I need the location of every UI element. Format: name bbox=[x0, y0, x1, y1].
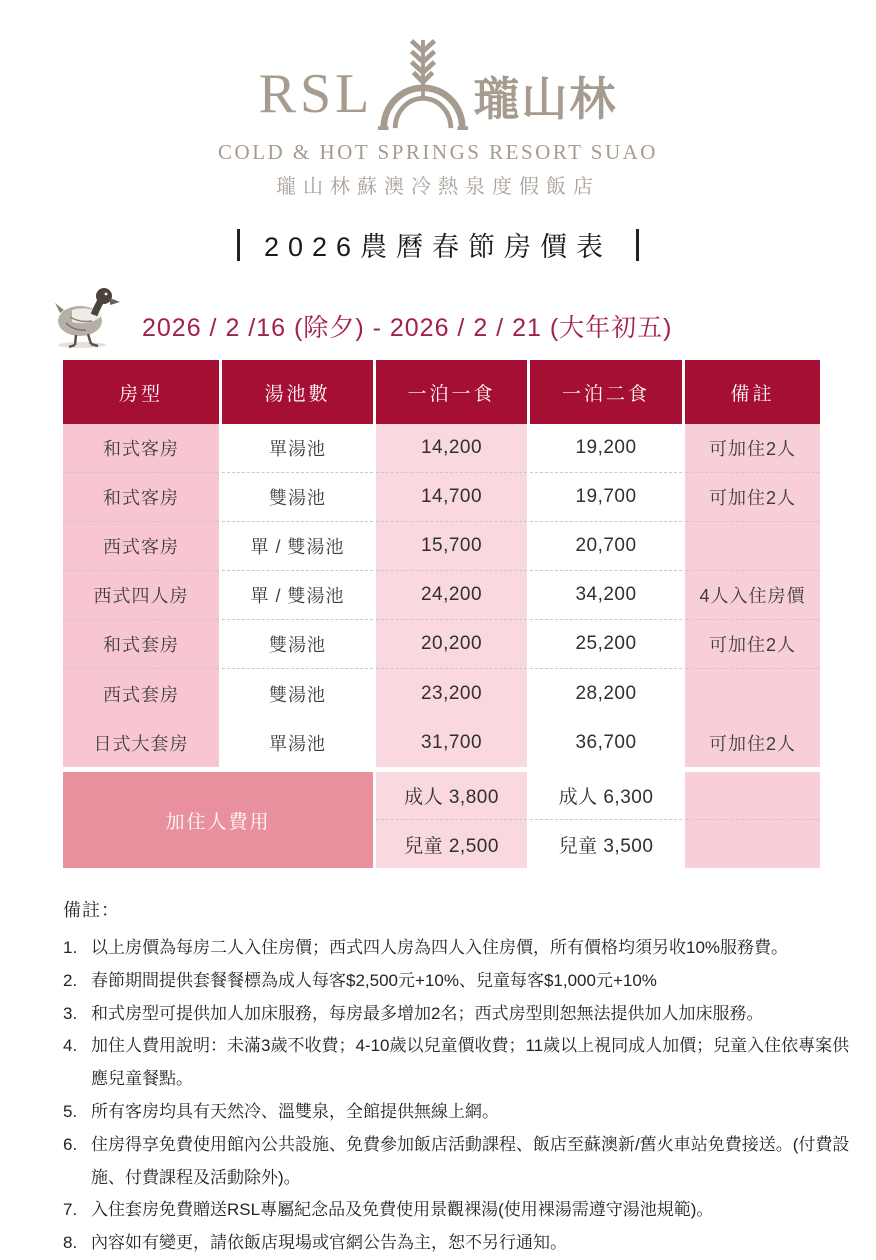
cell-plan1-price: 24,200 bbox=[376, 571, 527, 620]
extra-adult-plan2: 成人 6,300 bbox=[530, 772, 682, 820]
extra-child-plan1: 兒童 2,500 bbox=[376, 820, 527, 868]
remark-item bbox=[63, 1194, 853, 1227]
cell-plan1-price: 20,200 bbox=[376, 620, 527, 669]
price-table bbox=[63, 360, 820, 868]
cell-note bbox=[685, 669, 820, 718]
remark-number: 6. bbox=[63, 1134, 78, 1154]
remark-item bbox=[63, 1129, 853, 1195]
wheat-arch-logo-icon bbox=[375, 37, 471, 136]
remark-text: 內容如有變更，請依飯店現場或官網公告為主，恕不另行通知。 bbox=[91, 1233, 567, 1253]
header-remarks: 備註 bbox=[685, 360, 820, 424]
cell-pools: 單 / 雙湯池 bbox=[222, 571, 373, 620]
remark-text: 以上房價為每房二人入住房價；西式四人房為四人入住房價，所有價格均須另收10%服務費。 bbox=[91, 938, 789, 957]
remark-number: 4. bbox=[63, 1036, 78, 1056]
cell-room: 和式套房 bbox=[63, 620, 219, 669]
cell-pools: 雙湯池 bbox=[222, 620, 373, 669]
cell-room: 西式套房 bbox=[63, 669, 219, 718]
remark-item bbox=[63, 965, 853, 998]
remarks-heading: 備註： bbox=[63, 900, 120, 920]
remark-text: 住房得享免費使用館內公共設施、免費參加飯店活動課程、飯店至蘇澳新/舊火車站免費接送。(付費設施、付費課程及活動除外)。 bbox=[91, 1134, 850, 1187]
cell-pools: 單 / 雙湯池 bbox=[222, 522, 373, 571]
remark-text: 加住人費用說明：未滿3歲不收費；4-10歲以兒童價收費；11歲以上視同成人加價；兒童入住依專案供應兒童餐點。 bbox=[91, 1036, 850, 1089]
cell-note: 4人入住房價 bbox=[685, 571, 820, 620]
cell-plan2-price: 25,200 bbox=[530, 620, 682, 669]
remark-number: 3. bbox=[63, 1003, 78, 1023]
remark-item bbox=[63, 1096, 853, 1129]
page-title-row bbox=[0, 225, 876, 264]
cell-pools: 雙湯池 bbox=[222, 669, 373, 718]
logo-subtitle-en: COLD & HOT SPRINGS RESORT SUAO bbox=[218, 140, 658, 164]
cell-plan1-price: 23,200 bbox=[376, 669, 527, 718]
header-room-type: 房型 bbox=[63, 360, 219, 424]
cell-room: 和式客房 bbox=[63, 473, 219, 522]
cell-plan1-price: 15,700 bbox=[376, 522, 527, 571]
extra-person-fee-label: 加住人費用 bbox=[63, 772, 373, 868]
remark-text: 春節期間提供套餐餐標為成人每客$2,500元+10%、兒童每客$1,000元+10% bbox=[91, 970, 657, 990]
cell-plan1-price: 14,700 bbox=[376, 473, 527, 522]
title-right-bar bbox=[636, 229, 639, 261]
remark-item bbox=[63, 1030, 853, 1096]
remark-item bbox=[63, 998, 853, 1031]
cell-plan2-price: 19,700 bbox=[530, 473, 682, 522]
duck-image bbox=[52, 279, 120, 354]
date-range-text: 2026 / 2 /16 (除夕) - 2026 / 2 / 21 (大年初五) bbox=[142, 314, 673, 342]
cell-note: 可加住2人 bbox=[685, 718, 820, 767]
header-pool-count: 湯池數 bbox=[222, 360, 373, 424]
cell-plan1-price: 31,700 bbox=[376, 718, 527, 767]
cell-room: 和式客房 bbox=[63, 424, 219, 473]
cell-plan2-price: 28,200 bbox=[530, 669, 682, 718]
remark-number: 2. bbox=[63, 970, 78, 990]
cell-room: 日式大套房 bbox=[63, 718, 219, 767]
extra-note-bottom bbox=[685, 820, 820, 868]
remarks-section bbox=[63, 896, 853, 1260]
cell-plan2-price: 34,200 bbox=[530, 571, 682, 620]
cell-pools: 雙湯池 bbox=[222, 473, 373, 522]
remark-number: 8. bbox=[63, 1233, 78, 1253]
cell-plan2-price: 20,700 bbox=[530, 522, 682, 571]
logo-rsl-text: RSL bbox=[258, 63, 374, 125]
page-title: 2026農曆春節房價表 bbox=[263, 232, 613, 262]
hotel-logo bbox=[0, 0, 876, 199]
remark-item bbox=[63, 932, 853, 965]
cell-pools: 單湯池 bbox=[222, 718, 373, 767]
remark-text: 入住套房免費贈送RSL專屬紀念品及免費使用景觀裸湯(使用裸湯需遵守湯池規範)。 bbox=[91, 1200, 714, 1220]
extra-child-plan2: 兒童 3,500 bbox=[530, 820, 682, 868]
remark-item bbox=[63, 1227, 853, 1260]
remark-number: 5. bbox=[63, 1101, 78, 1121]
date-row bbox=[52, 282, 876, 354]
header-plan-two-meals: 一泊二食 bbox=[530, 360, 682, 424]
cell-plan2-price: 36,700 bbox=[530, 718, 682, 767]
cell-pools: 單湯池 bbox=[222, 424, 373, 473]
cell-note: 可加住2人 bbox=[685, 424, 820, 473]
logo-row bbox=[0, 40, 876, 132]
extra-adult-plan1: 成人 3,800 bbox=[376, 772, 527, 820]
cell-room: 西式客房 bbox=[63, 522, 219, 571]
header-plan-one-meal: 一泊一食 bbox=[376, 360, 527, 424]
cell-plan2-price: 19,200 bbox=[530, 424, 682, 473]
cell-note: 可加住2人 bbox=[685, 473, 820, 522]
cell-note: 可加住2人 bbox=[685, 620, 820, 669]
remark-number: 1. bbox=[63, 938, 78, 957]
remark-text: 所有客房均具有天然冷、溫雙泉，全館提供無線上網。 bbox=[91, 1101, 499, 1121]
logo-subtitle-cjk: 瓏山林蘇澳冷熱泉度假飯店 bbox=[276, 176, 600, 198]
remark-text: 和式房型可提供加人加床服務，每房最多增加2名；西式房型則恕無法提供加人加床服務。 bbox=[91, 1003, 764, 1023]
cell-room: 西式四人房 bbox=[63, 571, 219, 620]
title-left-bar bbox=[237, 229, 240, 261]
remark-number: 7. bbox=[63, 1200, 78, 1220]
cell-plan1-price: 14,200 bbox=[376, 424, 527, 473]
cell-note bbox=[685, 522, 820, 571]
extra-note-top bbox=[685, 772, 820, 820]
logo-brand-cjk: 瓏山林 bbox=[473, 73, 618, 125]
